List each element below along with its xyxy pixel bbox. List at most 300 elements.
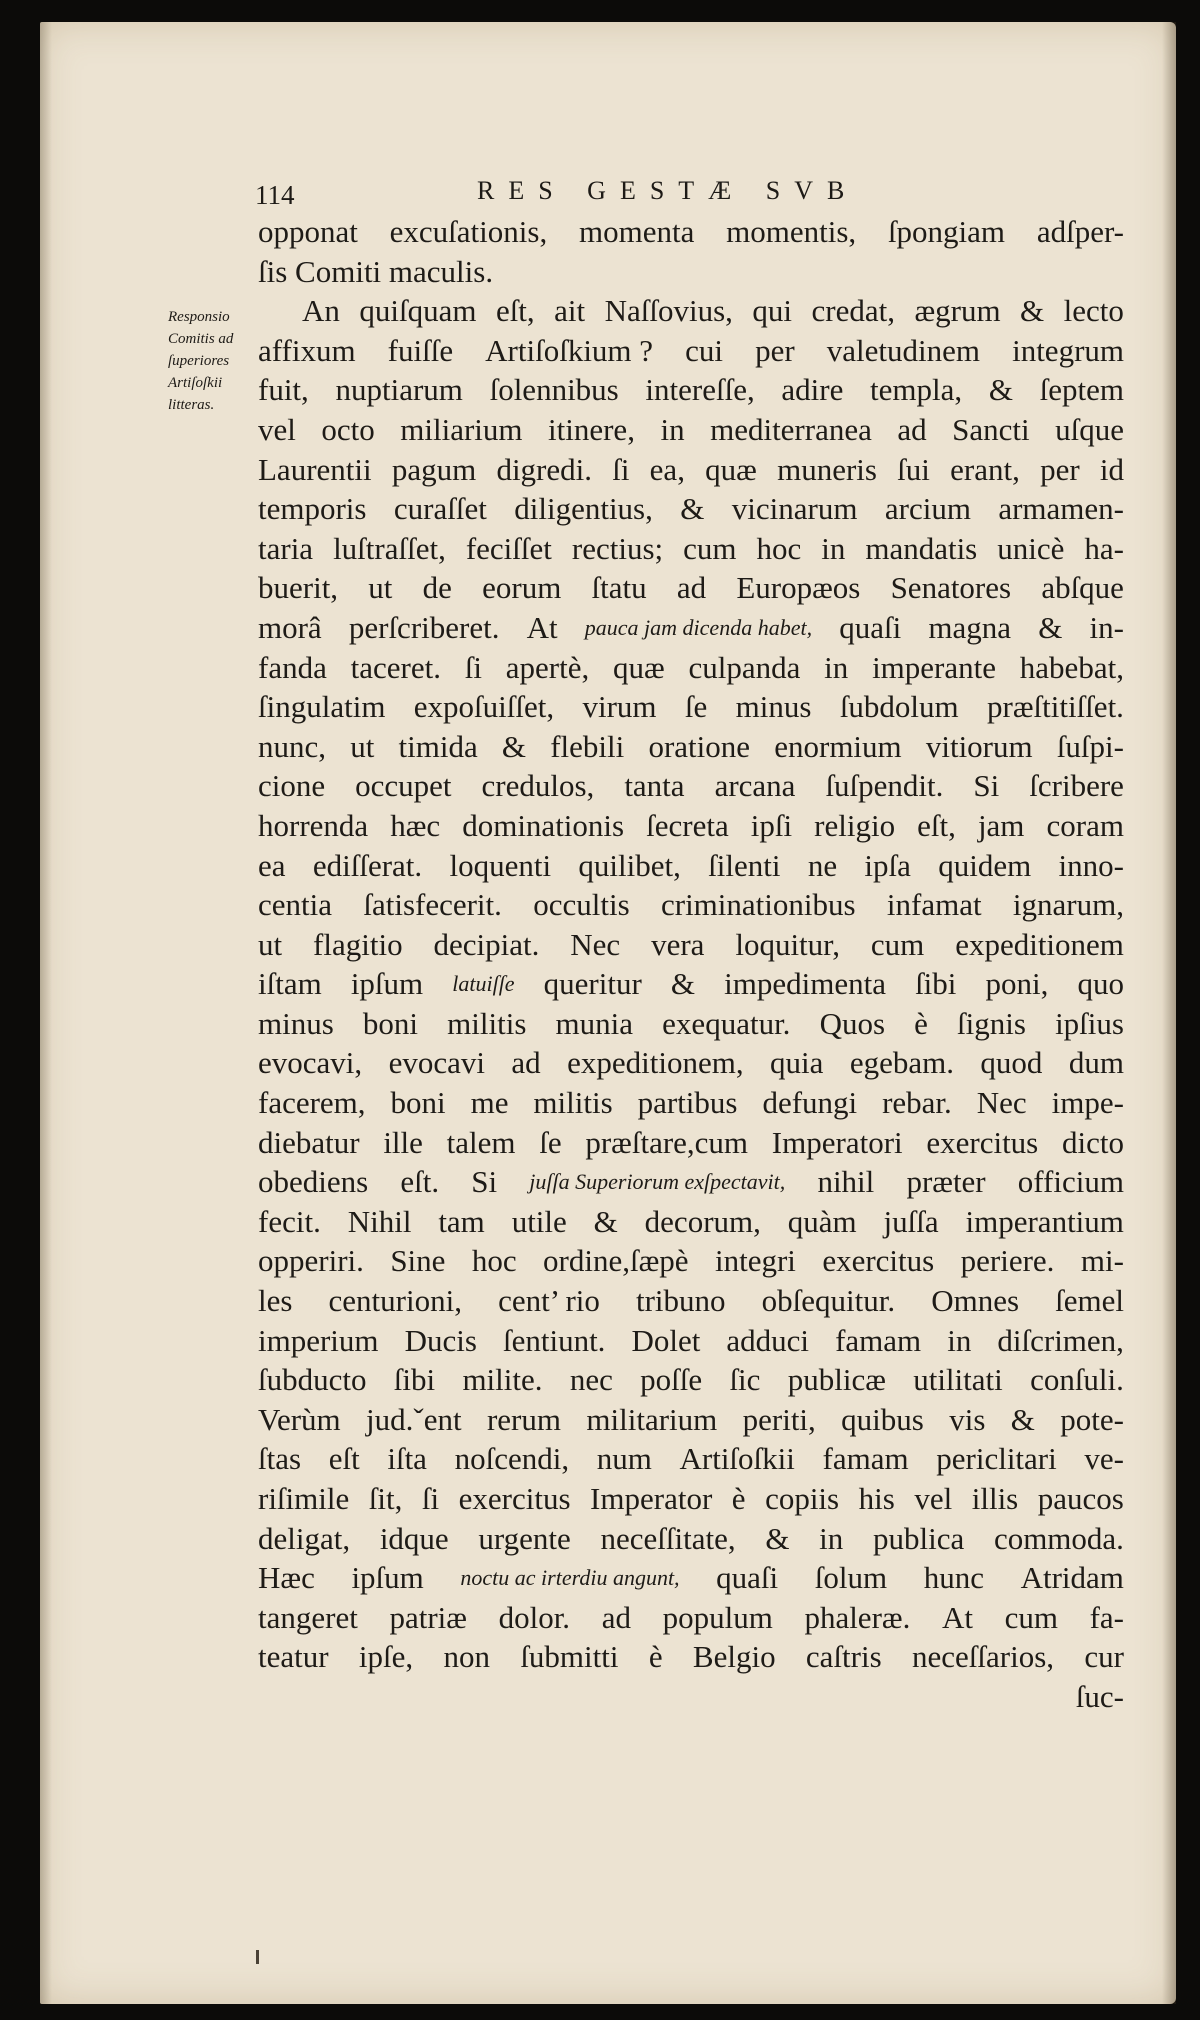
word: decipiat. bbox=[433, 926, 540, 962]
text-line bbox=[258, 1043, 1124, 1083]
word: ſatisfecerit. bbox=[363, 887, 502, 923]
word: Belgio bbox=[692, 1639, 776, 1675]
word: ſilenti bbox=[708, 847, 781, 883]
text-line bbox=[258, 1123, 1124, 1163]
word: patriæ bbox=[389, 1599, 467, 1635]
word: buerit, bbox=[258, 570, 339, 606]
word: vitiorum bbox=[925, 728, 1033, 764]
word: ſubducto bbox=[258, 1362, 367, 1398]
word: fecit. bbox=[258, 1203, 321, 1239]
word: tanta bbox=[624, 768, 685, 804]
word: publica bbox=[872, 1520, 965, 1556]
word: Omnes bbox=[931, 1283, 1020, 1319]
word: integri bbox=[714, 1243, 796, 1279]
word: ſuſpi- bbox=[1056, 728, 1124, 764]
word: cui bbox=[685, 332, 724, 368]
marginal-note-line: Artiſoſkii bbox=[168, 375, 223, 391]
word: ſignis bbox=[957, 1005, 1026, 1041]
word: ſtas bbox=[258, 1441, 302, 1477]
word: hoc bbox=[756, 530, 802, 566]
word: in bbox=[947, 1322, 972, 1358]
word: nec bbox=[569, 1362, 613, 1398]
word: flagitio bbox=[313, 926, 403, 962]
word: miliarium bbox=[400, 411, 523, 447]
text-line bbox=[258, 1519, 1124, 1559]
word: Dolet bbox=[631, 1322, 701, 1358]
word: pagum bbox=[391, 451, 477, 487]
word: ſeptem bbox=[1039, 372, 1124, 408]
word: Hæc bbox=[258, 1560, 315, 1596]
word: magna bbox=[928, 609, 1012, 645]
word: opperiri. bbox=[258, 1243, 364, 1279]
text-line bbox=[258, 370, 1124, 410]
word: dolor. bbox=[498, 1599, 571, 1635]
word: ait bbox=[554, 293, 586, 329]
word: loquenti bbox=[449, 847, 552, 883]
word: riſimile bbox=[258, 1481, 350, 1516]
word: boni bbox=[362, 1005, 419, 1041]
word: les bbox=[258, 1283, 293, 1319]
word: flebili bbox=[550, 728, 625, 764]
marginal-note-line: litteras. bbox=[168, 397, 215, 413]
word: ipſe, bbox=[358, 1639, 414, 1675]
text-line bbox=[258, 687, 1124, 727]
word: ad bbox=[511, 1045, 541, 1081]
word: idque bbox=[379, 1520, 449, 1556]
page-edge-shadow bbox=[1162, 22, 1176, 2004]
word: momenta bbox=[578, 214, 695, 249]
word: evocavi, bbox=[258, 1045, 363, 1081]
text-line bbox=[258, 1360, 1124, 1400]
word: è bbox=[731, 1481, 746, 1516]
word: queritur bbox=[543, 966, 642, 1002]
word: ignarum, bbox=[1012, 887, 1124, 923]
word: neceſſitate, bbox=[600, 1520, 736, 1556]
word: ſolum bbox=[814, 1560, 888, 1596]
word: mediterranea bbox=[710, 411, 872, 447]
word: hunc bbox=[923, 1560, 984, 1596]
word: ſemel bbox=[1055, 1283, 1124, 1319]
word: coram bbox=[1046, 807, 1124, 843]
word: At bbox=[526, 609, 558, 645]
word: enormium bbox=[774, 728, 902, 764]
text-line bbox=[258, 727, 1124, 767]
word: Verùm bbox=[258, 1401, 341, 1437]
word: hæc bbox=[390, 807, 441, 843]
word: Nihil bbox=[347, 1203, 412, 1239]
word: periclitari bbox=[936, 1441, 1057, 1477]
word: armamen- bbox=[998, 491, 1124, 527]
page-number: 114 bbox=[255, 180, 295, 210]
word: quidem bbox=[938, 847, 1032, 883]
word: temporis bbox=[258, 491, 367, 527]
word: Artiſoſkii bbox=[679, 1441, 795, 1477]
word: præſtare,cum bbox=[585, 1124, 749, 1160]
word: unicè bbox=[997, 530, 1065, 566]
word: expoſuiſſet, bbox=[413, 689, 555, 725]
marginal-note bbox=[168, 306, 258, 416]
word: occupet bbox=[355, 768, 452, 804]
word: & bbox=[765, 1520, 790, 1556]
word: militarium bbox=[586, 1401, 718, 1437]
word: in bbox=[824, 649, 849, 685]
word: imperium bbox=[258, 1322, 379, 1358]
word: infamat bbox=[886, 887, 982, 923]
word: quilibet, bbox=[578, 847, 681, 883]
word: obſequitur. bbox=[761, 1283, 896, 1319]
word: illis bbox=[971, 1481, 1019, 1516]
word: Laurentii bbox=[258, 451, 372, 487]
word: occultis bbox=[533, 887, 630, 923]
word: & bbox=[1038, 609, 1063, 645]
word: militis bbox=[533, 1085, 613, 1121]
word: expeditionem bbox=[955, 926, 1124, 962]
word: per bbox=[755, 332, 795, 368]
word: in bbox=[819, 1520, 844, 1556]
word: adſper- bbox=[1036, 214, 1124, 249]
word: cum bbox=[683, 530, 737, 566]
word: ſecreta bbox=[646, 807, 729, 843]
word: Sancti bbox=[952, 411, 1030, 447]
word: in- bbox=[1089, 609, 1124, 645]
word: vera bbox=[651, 926, 705, 962]
word: Si bbox=[471, 1164, 498, 1200]
word: vis bbox=[949, 1401, 986, 1437]
word: obediens bbox=[258, 1164, 369, 1200]
word: poſſe bbox=[640, 1362, 703, 1398]
word: excuſationis, bbox=[389, 214, 548, 249]
word: vicinarum bbox=[731, 491, 858, 527]
word: ſubdolum bbox=[839, 689, 959, 725]
word: Si bbox=[973, 768, 1000, 804]
text-line bbox=[258, 529, 1124, 569]
word: phaleræ. bbox=[804, 1599, 911, 1635]
marginal-note-line: ſuperiores bbox=[168, 353, 230, 369]
word: caſtris bbox=[805, 1639, 882, 1675]
word: ſi bbox=[421, 1481, 440, 1516]
word: poni, bbox=[985, 966, 1049, 1002]
word: facerem, bbox=[258, 1085, 366, 1121]
word: ſe bbox=[684, 689, 708, 725]
word: evocavi bbox=[388, 1045, 485, 1081]
word: de bbox=[422, 570, 452, 606]
word: diligentius, bbox=[514, 491, 653, 527]
text-line bbox=[258, 1281, 1124, 1321]
word: At bbox=[941, 1599, 973, 1635]
word: lecto bbox=[1063, 293, 1124, 329]
word: mi- bbox=[1080, 1243, 1124, 1279]
word: impedimenta bbox=[724, 966, 886, 1002]
word: per bbox=[1040, 451, 1080, 487]
word: ad bbox=[601, 1599, 631, 1635]
word: fa- bbox=[1089, 1599, 1124, 1635]
marginal-note-line: Comitis ad bbox=[168, 331, 234, 347]
word: imperante bbox=[872, 649, 997, 685]
word: nihil bbox=[817, 1164, 875, 1200]
word: famam bbox=[822, 1441, 909, 1477]
word: ille bbox=[383, 1124, 423, 1160]
word: præſtitiſſet. bbox=[987, 689, 1124, 725]
text-line bbox=[258, 212, 1124, 252]
word: ut bbox=[368, 570, 393, 606]
word: quia bbox=[770, 1045, 824, 1081]
word: eorum bbox=[482, 570, 562, 606]
word: vel bbox=[258, 411, 296, 447]
word: octo bbox=[321, 411, 375, 447]
word: religio bbox=[814, 807, 896, 843]
word: rectius; bbox=[571, 530, 664, 566]
word: egebam. bbox=[849, 1045, 954, 1081]
word: quæ bbox=[613, 649, 665, 685]
word: commoda. bbox=[993, 1520, 1124, 1556]
word: minus bbox=[735, 689, 812, 725]
italic-phrase: juſſa Superiorum exſpectavit, bbox=[529, 1169, 786, 1195]
word: itinere, bbox=[548, 411, 635, 447]
word: eſt, bbox=[495, 293, 535, 329]
word: vel bbox=[914, 1481, 953, 1516]
word: decorum, bbox=[644, 1203, 761, 1239]
word: ipſum bbox=[350, 966, 424, 1002]
word: boni bbox=[390, 1085, 446, 1121]
word: utilitati bbox=[913, 1362, 1003, 1398]
word: ſis Comiti maculis. bbox=[258, 253, 494, 289]
text-line bbox=[258, 1321, 1124, 1361]
word: arcium bbox=[884, 491, 971, 527]
word: eſt, bbox=[917, 807, 956, 843]
body-text bbox=[258, 212, 1124, 1717]
word: feciſſet bbox=[465, 530, 552, 566]
running-head: RES GESTÆ SVB bbox=[477, 176, 859, 205]
word: ordine,ſæpè bbox=[543, 1243, 689, 1279]
word: ſe bbox=[539, 1124, 562, 1160]
word: jud.ˇent bbox=[366, 1401, 462, 1437]
word: talem bbox=[446, 1124, 516, 1160]
word: mandatis bbox=[865, 530, 978, 566]
text-line bbox=[258, 291, 1124, 331]
word: iſta bbox=[387, 1441, 427, 1477]
word: populum bbox=[662, 1599, 773, 1635]
word: diebatur bbox=[258, 1124, 360, 1160]
word: rebar. bbox=[882, 1085, 952, 1121]
word: ſit, bbox=[368, 1481, 403, 1516]
word: periere. bbox=[960, 1243, 1055, 1279]
word: ſibi bbox=[915, 966, 957, 1002]
word: muneris bbox=[777, 451, 877, 487]
word: quibus bbox=[841, 1401, 924, 1437]
word: intereſſe, bbox=[645, 372, 755, 408]
word: officium bbox=[1017, 1164, 1124, 1200]
word: cur bbox=[1084, 1639, 1124, 1675]
word: Europæos bbox=[736, 570, 861, 606]
word: ſolennibus bbox=[489, 372, 619, 408]
word: & bbox=[1020, 293, 1045, 329]
word: ipſum bbox=[351, 1560, 424, 1596]
text-line bbox=[258, 1083, 1124, 1123]
catchword: ſuc- bbox=[1075, 1678, 1124, 1714]
word: abſque bbox=[1041, 570, 1124, 606]
word: Imperatori bbox=[771, 1124, 903, 1160]
text-line bbox=[258, 608, 1124, 648]
word: expeditionem, bbox=[567, 1045, 744, 1081]
word: adire bbox=[781, 372, 844, 408]
word: ve- bbox=[1084, 1441, 1124, 1477]
word: quiſquam bbox=[359, 293, 477, 329]
word: timida bbox=[398, 728, 478, 764]
word: ſuſpendit. bbox=[825, 768, 944, 804]
word: ediſſerat. bbox=[312, 847, 423, 883]
word: & bbox=[670, 966, 696, 1002]
word: nunc, bbox=[258, 728, 327, 764]
italic-phrase: noctu ac irterdiu angunt, bbox=[460, 1565, 680, 1591]
text-line bbox=[258, 410, 1124, 450]
word: Nec bbox=[976, 1085, 1027, 1121]
text-line bbox=[258, 1202, 1124, 1242]
word: ſui bbox=[897, 451, 930, 487]
word: ſcribere bbox=[1029, 768, 1124, 804]
word: arcana bbox=[714, 768, 796, 804]
text-line bbox=[258, 1558, 1124, 1598]
word: ad bbox=[897, 411, 927, 447]
word: ſtatu bbox=[591, 570, 647, 606]
word: cum bbox=[870, 926, 925, 962]
word: credat, bbox=[811, 293, 895, 329]
word: uſque bbox=[1055, 411, 1124, 447]
word: culpanda bbox=[688, 649, 801, 685]
word: quaſi bbox=[839, 609, 902, 645]
word: perſcriberet. bbox=[348, 609, 500, 645]
word: famam bbox=[835, 1322, 922, 1358]
word: milite. bbox=[462, 1362, 543, 1398]
word: ut bbox=[350, 728, 375, 764]
word: jam bbox=[977, 807, 1025, 843]
text-line bbox=[258, 1241, 1124, 1281]
word: horrenda bbox=[258, 807, 369, 843]
text-line bbox=[258, 489, 1124, 529]
word: quo bbox=[1077, 966, 1124, 1002]
word: morâ bbox=[258, 609, 322, 645]
word: ſi bbox=[612, 451, 630, 487]
word: impe- bbox=[1051, 1085, 1124, 1121]
marginal-note-line: Responsio bbox=[168, 309, 230, 325]
word: taria bbox=[258, 530, 314, 566]
word: è bbox=[648, 1639, 663, 1675]
word: curaſſet bbox=[393, 491, 487, 527]
word: Quos bbox=[819, 1005, 886, 1041]
word: virum bbox=[582, 689, 657, 725]
word: inno- bbox=[1058, 847, 1124, 883]
word: tam bbox=[438, 1203, 485, 1239]
word: affixum bbox=[258, 332, 356, 368]
word: ipſa bbox=[864, 847, 911, 883]
word: adduci bbox=[726, 1322, 810, 1358]
word: & bbox=[501, 728, 527, 764]
word: erant, bbox=[950, 451, 1020, 487]
text-line bbox=[258, 846, 1124, 886]
word: eſt bbox=[328, 1441, 360, 1477]
word: copiis bbox=[765, 1481, 840, 1516]
word: periti, bbox=[742, 1401, 816, 1437]
word: dominationis bbox=[462, 807, 625, 843]
word: urgente bbox=[478, 1520, 571, 1556]
word: exercitus bbox=[458, 1481, 571, 1516]
word: ſentiunt. bbox=[502, 1322, 606, 1358]
word: conſuli. bbox=[1030, 1362, 1124, 1398]
word: ha- bbox=[1084, 530, 1124, 566]
word: hoc bbox=[471, 1243, 517, 1279]
word: An bbox=[302, 293, 340, 329]
word: templa, bbox=[870, 372, 963, 408]
word: Sine bbox=[390, 1243, 446, 1279]
word: & bbox=[988, 372, 1013, 408]
word: fuiſſe bbox=[387, 332, 454, 368]
text-line bbox=[258, 1479, 1124, 1519]
gutter-shadow bbox=[40, 22, 52, 2004]
text-line bbox=[258, 964, 1124, 1004]
word: exercitus bbox=[822, 1243, 935, 1279]
word: pote- bbox=[1060, 1401, 1124, 1437]
word: ea bbox=[258, 847, 286, 883]
page-header bbox=[255, 176, 1135, 216]
word: qui bbox=[752, 293, 793, 329]
word: præter bbox=[906, 1164, 986, 1200]
word: ea, bbox=[649, 451, 685, 487]
word: ſubmitti bbox=[520, 1639, 619, 1675]
word: valetudinem bbox=[826, 332, 980, 368]
text-line bbox=[258, 450, 1124, 490]
word: partibus bbox=[637, 1085, 738, 1121]
italic-phrase: latuiſſe bbox=[452, 971, 515, 997]
word: habebat, bbox=[1019, 649, 1124, 685]
word: munia bbox=[555, 1005, 634, 1041]
text-line bbox=[258, 925, 1124, 965]
word: ſi bbox=[464, 649, 482, 685]
word: ſingulatim bbox=[258, 689, 386, 725]
word: tribuno bbox=[636, 1283, 726, 1319]
word: criminationibus bbox=[660, 887, 856, 923]
word: tangeret bbox=[258, 1599, 358, 1635]
word: teatur bbox=[258, 1639, 329, 1675]
word: ægrum bbox=[914, 293, 1001, 329]
word: è bbox=[914, 1005, 928, 1041]
word: ſpongiam bbox=[887, 214, 1006, 249]
text-line bbox=[258, 1162, 1124, 1202]
word: quod bbox=[980, 1045, 1043, 1081]
word: integrum bbox=[1012, 332, 1124, 368]
word: in bbox=[821, 530, 846, 566]
text-line bbox=[258, 1637, 1124, 1677]
word: Atridam bbox=[1020, 1560, 1124, 1596]
word: & bbox=[593, 1203, 618, 1239]
word: minus bbox=[258, 1005, 334, 1041]
catchword-line bbox=[258, 1677, 1124, 1717]
word: ipſi bbox=[750, 807, 793, 843]
word: fanda bbox=[258, 649, 327, 685]
text-line bbox=[258, 568, 1124, 608]
word: ad bbox=[676, 570, 707, 606]
word: momentis, bbox=[726, 214, 857, 249]
text-line bbox=[258, 331, 1124, 371]
text-line bbox=[258, 806, 1124, 846]
word: credulos, bbox=[481, 768, 595, 804]
ink-mark bbox=[256, 1950, 259, 1964]
word: oratione bbox=[648, 728, 751, 764]
word: quaſi bbox=[716, 1560, 779, 1596]
word: his bbox=[858, 1481, 895, 1516]
text-line bbox=[258, 885, 1124, 925]
word: Artiſoſkium ? bbox=[485, 332, 654, 368]
word: opponat bbox=[258, 214, 358, 249]
word: ipſius bbox=[1055, 1005, 1124, 1041]
